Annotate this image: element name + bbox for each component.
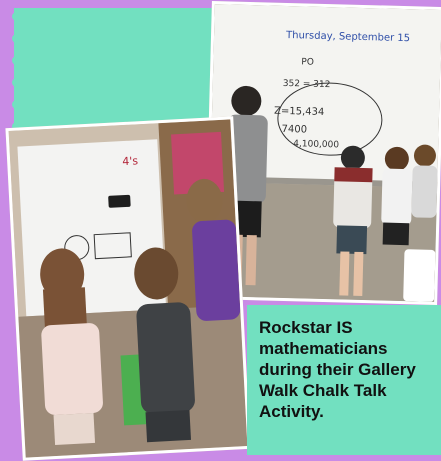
decorative-dot <box>12 100 21 109</box>
classroom-photo-small-group <box>5 116 250 460</box>
decorative-dot <box>12 12 21 21</box>
whiteboard-text: 4,100,000 <box>293 139 340 151</box>
whiteboard-corner-number: 4's <box>122 154 139 169</box>
caption-text: Rockstar IS mathematicians during their Gallery Walk Chalk Talk Activity. <box>259 318 416 421</box>
decorative-dot <box>12 78 21 87</box>
whiteboard-text: PO <box>301 57 315 68</box>
whiteboard-text: 7400 <box>281 123 308 136</box>
whiteboard-text: Z=15,434 <box>273 105 325 118</box>
whiteboard-eraser <box>108 195 131 208</box>
caption-panel <box>247 305 441 455</box>
classroom-scene-illustration <box>9 119 248 457</box>
whiteboard-date: Thursday, September 15 <box>285 29 411 45</box>
classroom-scene-illustration <box>207 4 441 302</box>
whiteboard-text: 352 = 312 <box>282 78 331 91</box>
decorative-dot <box>12 34 21 43</box>
decorative-dot <box>12 56 21 65</box>
